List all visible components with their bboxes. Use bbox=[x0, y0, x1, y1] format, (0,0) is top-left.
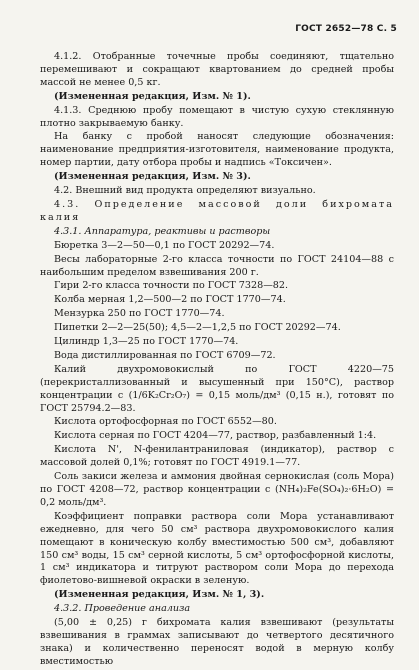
page-header: ГОСТ 2652—78 С. 5 bbox=[295, 24, 397, 34]
section-heading: 4.3. Определение массовой доли бихромата калия bbox=[40, 198, 394, 223]
paragraph: Коэффициент поправки раствора соли Мора устанавливают ежедневно, для чего 50 см³ раствора двухромовокислого калия помещают в коническую колбу вместимостью 500 см³, добавляют 150 см³ воды, 15 см³ серной кислоты, 5 см³ ортофосфорной кислоты, 1 см³ индикатора и титруют раствором соли Мора до перехода фиолетово-вишневой окраски в зеленую. bbox=[40, 510, 394, 587]
list-item: Вода дистиллированная по ГОСТ 6709—72. bbox=[54, 349, 276, 361]
list-item: Соль закиси железа и аммония двойная сернокислая (соль Мора) по ГОСТ 4208—72, раствор концентрации с (NH₄)₂Fe(SO₄)₂·6H₂O) = 0,2 моль/дм³. bbox=[40, 471, 394, 508]
list-item: Гири 2-го класса точности по ГОСТ 7328—82. bbox=[54, 280, 289, 292]
paragraph: 4.1.3. Среднюю пробу помещают в чистую сухую стеклянную плотно закрываемую банку. bbox=[40, 104, 394, 129]
list-item: Кислота N', N-фенилантраниловая (индикатор), раствор с массовой долей 0,1%; готовят по ГОСТ 4919.1—77. bbox=[40, 444, 394, 469]
amendment-note: (Измененная редакция, Изм. № 1, 3). bbox=[54, 589, 265, 601]
document-body bbox=[40, 51, 394, 670]
list-item: Колба мерная 1,2—500—2 по ГОСТ 1770—74. bbox=[54, 294, 286, 306]
paragraph: На банку с пробой наносят следующие обозначения: наименование предприятия-изготовителя, наименование продукта, номер партии, дату отбора пробы и надпись «Токсичен». bbox=[40, 131, 394, 169]
list-item: Калий двухромовокислый по ГОСТ 4220—75 (перекристаллизованный и высушенный при 150°С), раствор концентрации с (1/6K₂Cr₂O₇) = 0,15 моль/дм³ (0,15 н.), готовят по ГОСТ 25794.2—83. bbox=[40, 363, 394, 414]
list-item: Кислота ортофосфорная по ГОСТ 6552—80. bbox=[54, 416, 277, 428]
amendment-note: (Измененная редакция, Изм. № 3). bbox=[54, 171, 251, 183]
paragraph: 4.1.2. Отобранные точечные пробы соединяют, тщательно перемешивают и сокращают квартованием до средней пробы массой не менее 0,5 кг. bbox=[40, 51, 394, 88]
paragraph: (5,00 ± 0,25) г бихромата калия взвешивают (результаты взвешивания в граммах записывают до четвертого десятичного знака) и количественно переносят водой в мерную колбу вместимостью bbox=[40, 617, 394, 667]
subsection-heading: 4.3.1. Аппаратура, реактивы и растворы bbox=[54, 225, 271, 237]
subsection-heading: 4.3.2. Проведение анализа bbox=[54, 603, 191, 615]
list-item: Кислота серная по ГОСТ 4204—77, раствор, разбавленный 1:4. bbox=[54, 430, 377, 442]
list-item: Пипетки 2—2—25(50); 4,5—2—1,2,5 по ГОСТ 20292—74. bbox=[54, 322, 341, 334]
list-item: Цилиндр 1,3—25 по ГОСТ 1770—74. bbox=[54, 336, 239, 348]
amendment-note: (Измененная редакция, Изм. № 1). bbox=[54, 90, 251, 102]
paragraph: 4.2. Внешний вид продукта определяют визуально. bbox=[54, 185, 316, 197]
list-item: Весы лабораторные 2-го класса точности по ГОСТ 24104—88 с наибольшим пределом взвешивания 200 г. bbox=[40, 253, 394, 278]
list-item: Мензурка 250 по ГОСТ 1770—74. bbox=[54, 308, 225, 320]
list-item: Бюретка 3—2—50—0,1 по ГОСТ 20292—74. bbox=[54, 239, 275, 251]
